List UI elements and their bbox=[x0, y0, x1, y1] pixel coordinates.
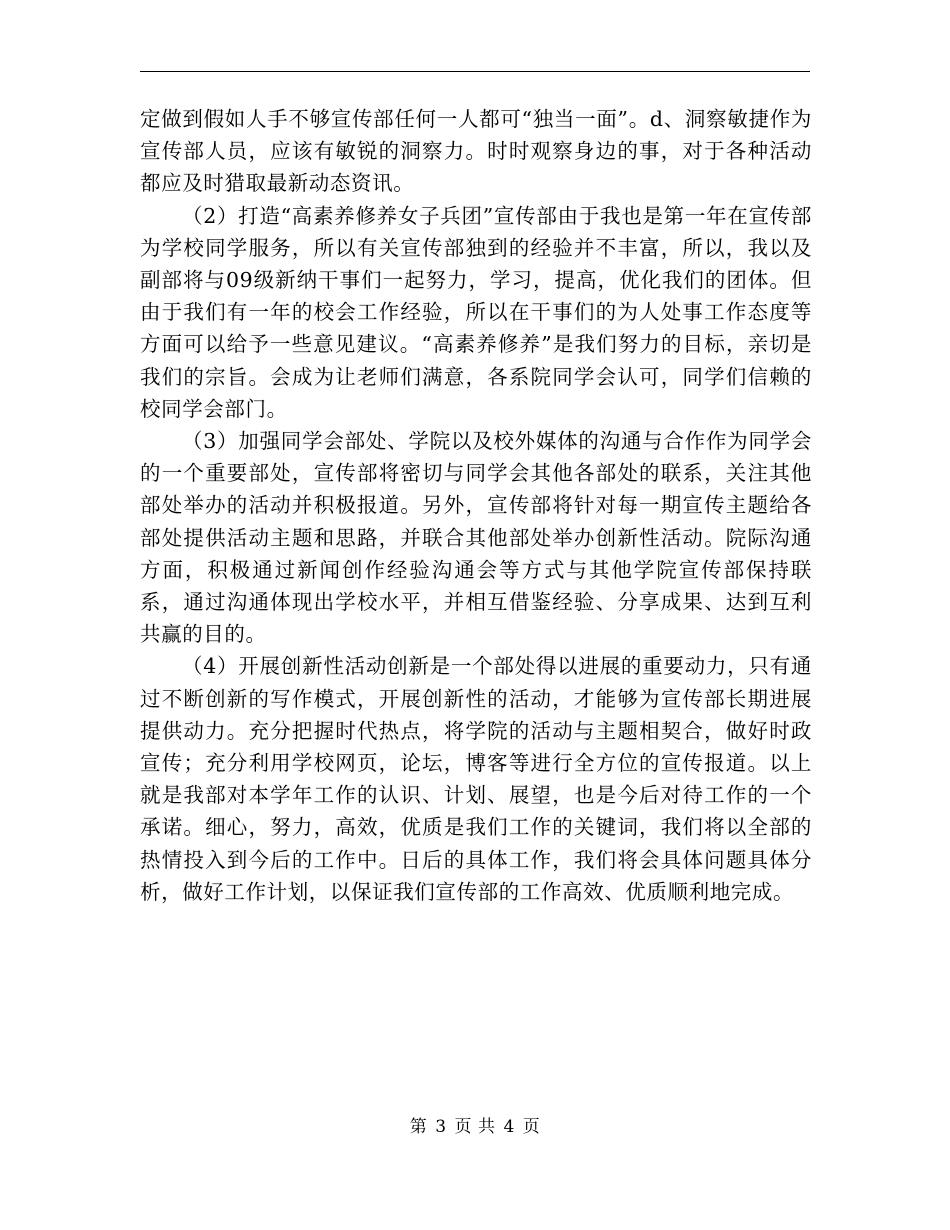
page-footer bbox=[0, 1115, 950, 1139]
footer-mid: 页 共 bbox=[454, 1117, 496, 1137]
document-body bbox=[140, 103, 812, 908]
paragraph-item-4: （4）开展创新性活动创新是一个部处得以进展的重要动力，只有通过不断创新的写作模式，开展创新性的活动，才能够为宣传部长期进展提供动力。充分把握时代热点，将学院的活动与主题相契合，做好时政宣传；充分利用学校网页，论坛，博客等进行全方位的宣传报道。以上就是我部对本学年工作的认识、计划、展望，也是今后对待工作的一个承诺。细心，努力，高效，优质是我们工作的关键词，我们将以全部的热情投入到今后的工作中。日后的具体工作，我们将会具体问题具体分析，做好工作计划，以保证我们宣传部的工作高效、优质顺利地完成。 bbox=[140, 654, 812, 904]
total-pages-number: 4 bbox=[503, 1117, 515, 1137]
footer-suffix: 页 bbox=[522, 1117, 541, 1137]
paragraph-item-3: （3）加强同学会部处、学院以及校外媒体的沟通与合作作为同学会的一个重要部处，宣传部将密切与同学会其他各部处的联系，关注其他部处举办的活动并积极报道。另外，宣传部将针对每一期宣传主题给各部处提供活动主题和思路，并联合其他部处举办创新性活动。院际沟通方面，积极通过新闻创作经验沟通会等方式与其他学院宣传部保持联系，通过沟通体现出学校水平，并相互借鉴经验、分享成果、达到互利共赢的目的。 bbox=[140, 429, 812, 647]
paragraph-continuation: 定做到假如人手不够宣传部任何一人都可“独当一面”。d、洞察敏捷作为宣传部人员，应该有敏锐的洞察力。时时观察身边的事，对于各种活动都应及时猎取最新动态资讯。 bbox=[140, 107, 812, 196]
header-rule bbox=[140, 71, 810, 72]
footer-prefix: 第 bbox=[409, 1117, 428, 1137]
paragraph-item-2: （2）打造“高素养修养女子兵团”宣传部由于我也是第一年在宣传部为学校同学服务，所以有关宣传部独到的经验并不丰富，所以，我以及副部将与09级新纳干事们一起努力，学习，提高，优化我们的团体。但由于我们有一年的校会工作经验，所以在干事们的为人处事工作态度等方面可以给予一些意见建议。“高素养修养”是我们努力的目标，亲切是我们的宗旨。会成为让老师们满意，各系院同学会认可，同学们信赖的校同学会部门。 bbox=[140, 203, 812, 421]
current-page-number: 3 bbox=[435, 1117, 447, 1137]
